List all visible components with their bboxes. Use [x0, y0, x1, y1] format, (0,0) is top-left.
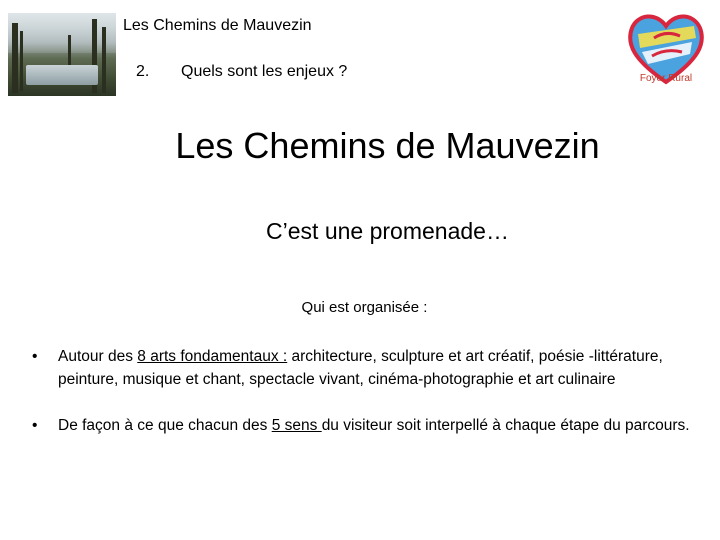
bullet-text-before: Autour des — [58, 348, 138, 365]
bullet-text-after: architecture, sculpture et art créatif, poésie -littérature, peinture, musique et chant, spectacle vivant, cinéma-photographie et art culinaire — [58, 348, 663, 388]
main-title: Les Chemins de Mauvezin — [175, 125, 600, 166]
bullet-text-after: du visiteur soit interpellé à chaque étape du parcours. — [321, 417, 690, 434]
bullet-marker: • — [32, 417, 38, 434]
bullet-underlined: 8 arts fondamentaux : — [137, 348, 288, 365]
bullet-item — [32, 414, 702, 437]
section-number: 2. — [136, 63, 150, 80]
header-title: Les Chemins de Mauvezin — [123, 17, 312, 34]
section-title: Quels sont les enjeux ? — [181, 63, 348, 80]
bullet-item — [32, 345, 702, 391]
bullet-marker: • — [32, 348, 38, 365]
river-photo — [8, 13, 116, 96]
bullet-text-before: De façon à ce que chacun des — [58, 417, 272, 434]
bullet-underlined: 5 sens — [271, 417, 322, 434]
subtitle: C’est une promenade… — [266, 218, 509, 244]
subhead: Qui est organisée : — [301, 299, 428, 316]
logo-caption: Foyer Rural — [639, 73, 693, 84]
bullet-list — [32, 345, 702, 460]
